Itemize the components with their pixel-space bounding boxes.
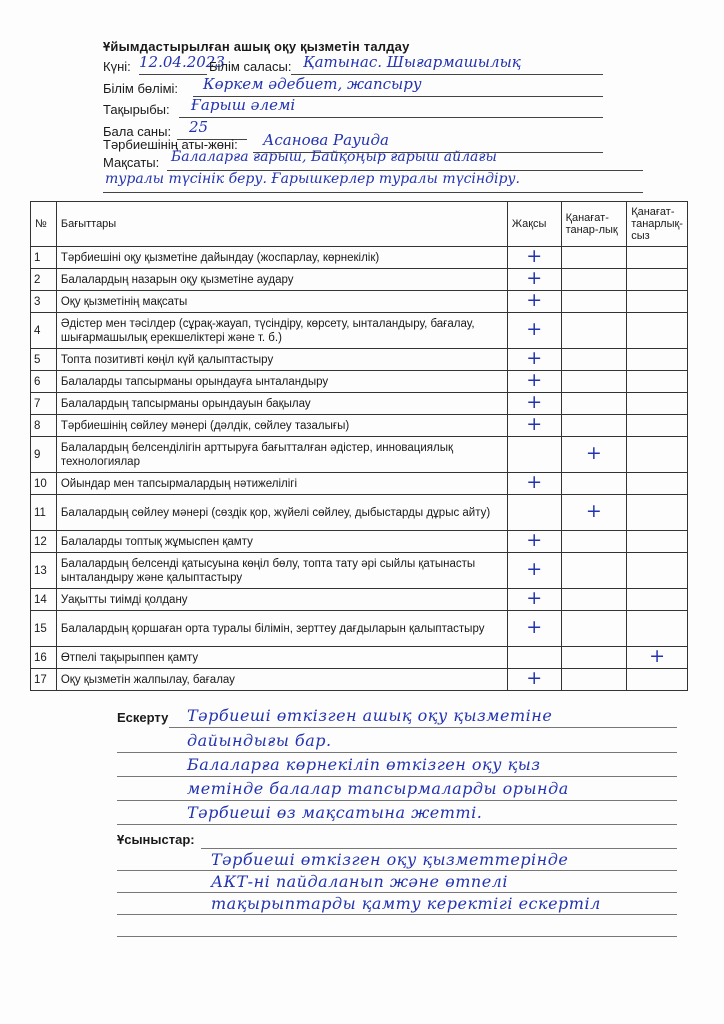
row-criterion: Оқу қызметін жалпылау, бағалау [56, 669, 507, 691]
suggestions-line-2 [117, 870, 677, 871]
plus-mark: + [585, 499, 602, 522]
row-criterion: Әдістер мен тәсілдер (сұрақ-жауап, түсіндіру, көрсету, ынталандыру, бағалау, шығармашылық ерекшеліктері және т. б.) [56, 313, 507, 349]
topic-underline [179, 117, 603, 118]
suggestions-label: Ұсыныстар: [117, 832, 195, 847]
plus-mark: + [526, 390, 543, 413]
row-cell-satisfactory [561, 647, 627, 669]
suggestions-line-3 [117, 892, 677, 893]
table-row [31, 669, 688, 691]
topic-label: Тақырыбы: [103, 102, 170, 117]
row-number: 2 [31, 269, 57, 291]
plus-mark: + [526, 266, 543, 289]
table-row [31, 495, 688, 531]
row-number: 16 [31, 647, 57, 669]
row-cell-unsatisfactory [627, 473, 688, 495]
remarks-text-5: Тәрбиеші өз мақсатына жетті. [187, 803, 483, 822]
row-cell-unsatisfactory [627, 393, 688, 415]
row-cell-unsatisfactory [627, 669, 688, 691]
table-row [31, 531, 688, 553]
row-cell-good [507, 390, 561, 415]
topic-field [103, 98, 603, 118]
row-criterion: Балаларды топтық жұмыспен қамту [56, 531, 507, 553]
plus-mark: + [526, 317, 543, 340]
row-criterion: Балалардың қоршаған орта туралы білімін, зерттеу дағдыларын қалыптастыру [56, 611, 507, 647]
row-number: 10 [31, 473, 57, 495]
row-cell-unsatisfactory [627, 269, 688, 291]
row-cell-unsatisfactory [627, 313, 688, 349]
row-criterion: Ойындар мен тапсырмалардың нәтижелілігі [56, 473, 507, 495]
remarks-line-4 [117, 800, 677, 801]
row-cell-good [507, 313, 561, 349]
goal-line-2: туралы түсінік беру. Ғарышкерлер туралы түсіндіру. [105, 171, 521, 187]
table-row [31, 247, 688, 269]
row-cell-satisfactory [561, 531, 627, 553]
plus-mark: + [526, 368, 543, 391]
table-row [31, 371, 688, 393]
plus-mark: + [526, 557, 543, 580]
row-number: 3 [31, 291, 57, 313]
remarks-label: Ескерту [117, 710, 169, 725]
row-number: 1 [31, 247, 57, 269]
date-underline [139, 74, 207, 75]
row-cell-satisfactory [561, 553, 627, 589]
row-cell-good [507, 288, 561, 313]
row-number: 4 [31, 313, 57, 349]
plus-mark: + [526, 586, 543, 609]
table-row [31, 393, 688, 415]
row-cell-good [507, 553, 561, 589]
table-row [31, 415, 688, 437]
row-cell-satisfactory [561, 415, 627, 437]
table-row [31, 589, 688, 611]
row-cell-unsatisfactory [627, 495, 688, 531]
row-cell-good [507, 368, 561, 393]
remarks-line-5 [117, 824, 677, 825]
remarks-text-3: Балаларға көрнекіліп өткізген оқу қыз [187, 755, 541, 774]
row-cell-satisfactory [561, 269, 627, 291]
suggestions-line-5 [117, 936, 677, 937]
document-title: Ұйымдастырылған ашық оқу қызметін талдау [103, 39, 410, 54]
header-num: № [31, 202, 57, 247]
row-number: 5 [31, 349, 57, 371]
row-cell-satisfactory [561, 349, 627, 371]
plus-mark: + [526, 244, 543, 267]
row-cell-satisfactory [561, 371, 627, 393]
row-cell-unsatisfactory [627, 349, 688, 371]
suggestions-text-1: Тәрбиеші өткізген оқу қызметтерінде [211, 850, 569, 869]
table-row [31, 269, 688, 291]
suggestions-line-4 [117, 914, 677, 915]
goal-underline-2 [103, 192, 643, 193]
row-cell-good [507, 244, 561, 269]
row-number: 7 [31, 393, 57, 415]
row-number: 8 [31, 415, 57, 437]
plus-mark: + [649, 644, 666, 667]
row-criterion: Балалардың тапсырманы орындауын бақылау [56, 393, 507, 415]
section-label: Білім бөлімі: [103, 81, 179, 96]
row-cell-unsatisfactory [627, 531, 688, 553]
suggestions-text-3: тақырыптарды қамту керектігі ескертіл [211, 894, 601, 913]
plus-mark: + [526, 412, 543, 435]
row-cell-satisfactory [561, 473, 627, 495]
remarks-text-2: дайындығы бар. [187, 731, 332, 750]
goal-line-1: Балаларға ғарыш, Байқоңыр ғарыш айлағы [171, 149, 497, 165]
table-header-row [31, 202, 688, 247]
row-criterion: Балалардың сөйлеу мәнері (сөздік қор, жүйелі сөйлеу, дыбыстарды дұрыс айту) [56, 495, 507, 531]
teacher-value: Асанова Рауида [263, 131, 389, 149]
table-row [31, 437, 688, 473]
header-unsatisfactory: Қанағат-танарлық-сыз [627, 202, 688, 247]
plus-mark: + [526, 615, 543, 638]
row-number: 17 [31, 669, 57, 691]
row-cell-unsatisfactory [627, 589, 688, 611]
suggestions-section [117, 826, 677, 956]
header-good: Жақсы [507, 202, 561, 247]
row-cell-good [507, 437, 561, 473]
row-cell-good [507, 586, 561, 611]
table-body [31, 244, 688, 691]
row-criterion: Оқу қызметінің мақсаты [56, 291, 507, 313]
row-cell-unsatisfactory [627, 371, 688, 393]
row-cell-unsatisfactory [627, 291, 688, 313]
row-criterion: Балалардың белсенді қатысуына көңіл бөлу, топта тату әрі сыйлы қатынасты ынталандыру және қалыптастыру [56, 553, 507, 589]
date-label: Күні: [103, 59, 131, 74]
row-cell-satisfactory [561, 313, 627, 349]
row-cell-satisfactory [561, 393, 627, 415]
table-row [31, 313, 688, 349]
suggestions-line-1 [201, 848, 677, 849]
row-number: 9 [31, 437, 57, 473]
row-cell-good [507, 495, 561, 531]
row-cell-good [507, 611, 561, 647]
table-row [31, 473, 688, 495]
row-criterion: Балалардың белсенділігін арттыруға бағытталған әдістер, инновациялық технологиялар [56, 437, 507, 473]
children-label: Бала саны: [103, 124, 172, 139]
area-label: Білім саласы: [209, 59, 292, 74]
remarks-section [117, 700, 677, 828]
row-cell-unsatisfactory [627, 644, 688, 669]
section-value: Көркем әдебиет, жапсыру [203, 75, 422, 93]
goal-field [103, 151, 643, 193]
plus-mark: + [526, 346, 543, 369]
table-row [31, 291, 688, 313]
table-row [31, 611, 688, 647]
row-number: 14 [31, 589, 57, 611]
row-number: 6 [31, 371, 57, 393]
remarks-line-2 [117, 752, 677, 753]
suggestions-text-2: АКТ-ні пайдаланып және өтпелі [211, 872, 508, 891]
row-cell-good [507, 412, 561, 437]
row-cell-satisfactory [561, 589, 627, 611]
date-value: 12.04.2023 [139, 53, 225, 71]
row-cell-good [507, 346, 561, 371]
row-criterion: Өтпелі тақырыппен қамту [56, 647, 507, 669]
topic-value: Ғарыш әлемі [191, 96, 296, 114]
row-number: 12 [31, 531, 57, 553]
remarks-line-1 [169, 727, 677, 728]
row-cell-unsatisfactory [627, 437, 688, 473]
row-cell-good [507, 470, 561, 495]
row-cell-good [507, 266, 561, 291]
row-criterion: Тәрбиешіні оқу қызметіне дайындау (жоспарлау, көрнекілік) [56, 247, 507, 269]
row-number: 15 [31, 611, 57, 647]
row-criterion: Тәрбиешінің сөйлеу мәнері (дәлдік, сөйлеу тазалығы) [56, 415, 507, 437]
row-cell-good [507, 666, 561, 691]
remarks-text-4: метінде балалар тапсырмаларды орында [187, 779, 569, 798]
goal-label: Мақсаты: [103, 155, 160, 170]
row-cell-satisfactory [561, 247, 627, 269]
teacher-label: Тәрбиешінің аты-жөні: [103, 137, 238, 152]
remarks-text-1: Тәрбиеші өткізген ашық оқу қызметіне [187, 706, 553, 725]
row-cell-satisfactory [561, 437, 627, 473]
table-row [31, 349, 688, 371]
remarks-line-3 [117, 776, 677, 777]
header-satisfactory: Қанағат-танар-лық [561, 202, 627, 247]
row-criterion: Топта позитивті көңіл күй қалыптастыру [56, 349, 507, 371]
plus-mark: + [526, 666, 543, 689]
row-criterion: Балаларды тапсырманы орындауға ынталандыру [56, 371, 507, 393]
date-area-field [103, 55, 603, 75]
children-value: 25 [189, 118, 209, 136]
header-direction: Бағыттары [56, 202, 507, 247]
row-cell-satisfactory [561, 669, 627, 691]
plus-mark: + [526, 288, 543, 311]
section-field [103, 77, 603, 97]
plus-mark: + [585, 441, 602, 464]
area-value: Қатынас. Шығармашылық [303, 53, 521, 71]
row-criterion: Балалардың назарын оқу қызметіне аудару [56, 269, 507, 291]
row-criterion: Уақытты тиімді қолдану [56, 589, 507, 611]
row-cell-unsatisfactory [627, 247, 688, 269]
evaluation-table [30, 201, 688, 691]
row-cell-unsatisfactory [627, 415, 688, 437]
row-cell-satisfactory [561, 611, 627, 647]
plus-mark: + [526, 528, 543, 551]
plus-mark: + [526, 470, 543, 493]
row-cell-good [507, 528, 561, 553]
row-number: 11 [31, 495, 57, 531]
row-cell-satisfactory [561, 495, 627, 531]
row-number: 13 [31, 553, 57, 589]
table-row [31, 553, 688, 589]
table-row [31, 647, 688, 669]
row-cell-unsatisfactory [627, 611, 688, 647]
row-cell-satisfactory [561, 291, 627, 313]
row-cell-unsatisfactory [627, 553, 688, 589]
row-cell-good [507, 647, 561, 669]
